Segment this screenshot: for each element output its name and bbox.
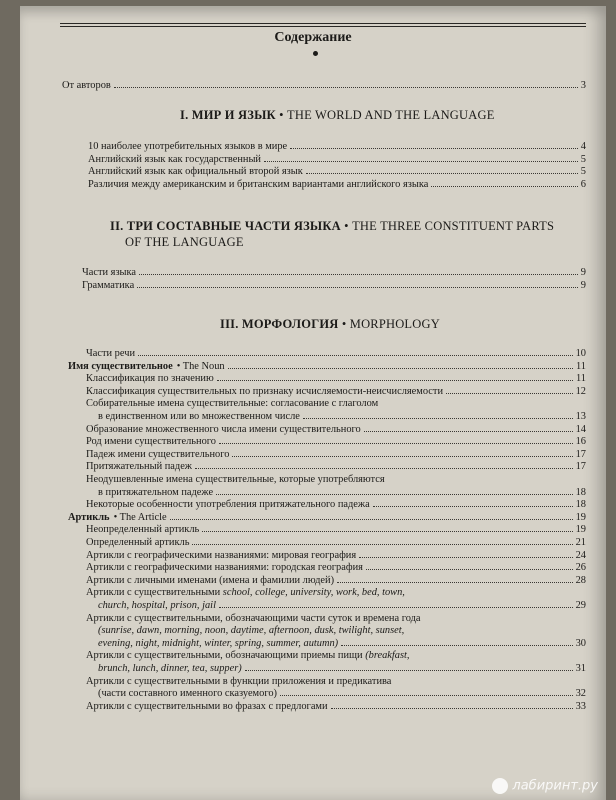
- toc-entry-english: • The Article: [113, 511, 167, 523]
- toc-page-number: 18: [575, 499, 586, 511]
- toc-page-number: 11: [575, 360, 586, 372]
- leader-dots: [192, 544, 572, 545]
- toc-entry: [86, 701, 586, 713]
- toc-entry-text: 10 наиболее употребительных языков в мире: [88, 141, 288, 152]
- leader-dots: [232, 456, 572, 457]
- toc-entry-text: Падеж имени существительного: [86, 448, 230, 460]
- leader-dots: [216, 494, 573, 495]
- toc-entry-last-line: [98, 688, 586, 700]
- toc-entry-text: Неодушевленные имена существительные, которые употребляются: [86, 474, 385, 485]
- toc-page-number: 11: [575, 373, 586, 385]
- toc-entry-text: От авторов: [62, 80, 111, 91]
- toc-entry: [86, 424, 586, 436]
- leader-dots: [359, 557, 572, 558]
- toc-entry-text: Английский язык как официальный второй язык: [88, 166, 303, 177]
- leader-dots: [195, 468, 573, 469]
- toc-entry: [86, 537, 586, 549]
- leader-dots: [228, 368, 573, 369]
- toc-entry: [86, 575, 586, 587]
- toc-page-number: 5: [580, 166, 586, 177]
- toc-entry: [86, 449, 586, 461]
- toc-entry: [88, 141, 586, 153]
- leader-dots: [366, 569, 573, 570]
- section-heading-1: [180, 108, 495, 123]
- book-page: [20, 6, 606, 800]
- leader-dots: [303, 418, 573, 419]
- section-heading-3: [220, 317, 440, 332]
- toc-entry: [86, 550, 586, 562]
- toc-entry-text: Неопределенный артикль: [86, 524, 200, 536]
- toc-entry-text: Имя существительное: [68, 360, 173, 372]
- leader-dots: [431, 186, 577, 187]
- toc-entry-text: Образование множественного числа имени существительного: [86, 423, 361, 435]
- toc-entry-text: Английский язык как государственный: [88, 153, 261, 165]
- leader-dots: [280, 695, 573, 696]
- leader-dots: [245, 670, 573, 671]
- toc-page-number: 6: [580, 178, 586, 190]
- toc-entry-italic: (breakfast,: [365, 650, 410, 662]
- toc-page-number: 10: [575, 348, 586, 359]
- toc-page-number: 21: [575, 537, 586, 548]
- toc-entry: [86, 650, 410, 662]
- toc-entry: [68, 512, 586, 524]
- toc-entry: [86, 348, 586, 360]
- toc-page-number: 13: [575, 411, 586, 422]
- toc-entry: [86, 524, 586, 536]
- toc-entry: [86, 562, 586, 574]
- toc-page-number: 19: [575, 524, 586, 536]
- toc-entry: [88, 154, 586, 166]
- toc-page-number: 14: [575, 423, 586, 435]
- toc-page-number: 26: [575, 562, 586, 574]
- toc-entry: [88, 179, 586, 191]
- toc-entry-text: Род имени существительного: [86, 436, 216, 448]
- section-title-ru: I. МИР И ЯЗЫК: [180, 108, 276, 122]
- toc-page-number: 9: [580, 267, 586, 278]
- toc-entry-text: Собирательные имена существительные: согласование с глаголом: [86, 398, 379, 410]
- toc-page-number: 33: [575, 700, 586, 712]
- toc-entry-text: Части речи: [86, 348, 136, 359]
- section-heading-2: [110, 219, 554, 234]
- section-heading-2-cont: [125, 235, 244, 250]
- leader-dots: [341, 645, 572, 646]
- section-title-en: THE THREE CONSTITUENT PARTS: [352, 219, 555, 233]
- leader-dots: [139, 274, 578, 275]
- toc-page-number: 31: [575, 663, 586, 674]
- toc-entry: [82, 267, 586, 279]
- toc-page-number: 17: [575, 461, 586, 473]
- leader-dots: [114, 87, 578, 88]
- toc-entry-text: Артикли с географическими названиями: городская география: [86, 562, 363, 574]
- leader-dots: [337, 582, 573, 583]
- leader-dots: [170, 519, 573, 520]
- toc-entry-text: Грамматика: [82, 280, 135, 291]
- toc-entry-text: Притяжательный падеж: [86, 461, 192, 473]
- leader-dots: [373, 506, 573, 507]
- toc-entry: [86, 474, 385, 486]
- toc-content: [20, 6, 606, 800]
- toc-entry: [68, 361, 586, 373]
- toc-entry-last-line: [98, 411, 586, 423]
- section-separator: •: [340, 219, 353, 233]
- top-rule-2: [60, 26, 586, 27]
- toc-entry-continuation: brunch, lunch, dinner, tea, supper): [98, 663, 242, 674]
- toc-entry-english: • The Noun: [176, 360, 225, 372]
- leader-dots: [138, 355, 573, 356]
- toc-page-number: 3: [580, 80, 586, 91]
- toc-entry-text: Артикли с существительными, обозначающими части суток и времена года: [86, 612, 421, 624]
- leader-dots: [219, 443, 573, 444]
- toc-entry: [86, 386, 586, 398]
- section-title-en: MORPHOLOGY: [349, 317, 440, 331]
- toc-entry-text: Некоторые особенности употребления притяжательного падежа: [86, 499, 370, 511]
- leader-dots: [306, 173, 578, 174]
- toc-entry: [86, 461, 586, 473]
- labirint-logo-icon: [492, 778, 508, 794]
- toc-page-number: 16: [575, 436, 586, 448]
- toc-entry: [88, 166, 586, 178]
- section-separator: •: [338, 317, 350, 331]
- toc-entry-text: Классификация существительных по признаку исчисляемости-неисчисляемости: [86, 385, 444, 397]
- toc-page-number: 30: [575, 637, 586, 649]
- toc-entry-last-line: [98, 487, 586, 499]
- toc-entry-continuation: (части составного именного сказуемого): [98, 688, 277, 700]
- leader-dots: [202, 531, 572, 532]
- leader-dots: [264, 161, 578, 162]
- toc-page-number: 19: [575, 511, 586, 523]
- toc-entry: [86, 613, 421, 625]
- toc-entry-last-line: [98, 663, 586, 675]
- toc-entry-text: Артикли с существительными в функции приложения и предикатива: [86, 675, 392, 687]
- top-rule: [60, 23, 586, 24]
- toc-entry: [82, 280, 586, 292]
- toc-entry-text: Классификация по значению: [86, 373, 214, 385]
- toc-entry-authors: [62, 80, 586, 92]
- section-title-en: THE WORLD AND THE LANGUAGE: [287, 108, 495, 122]
- watermark-text: лабиринт.ру: [512, 778, 598, 794]
- section-title-ru: II. ТРИ СОСТАВНЫЕ ЧАСТИ ЯЗЫКА: [110, 219, 341, 233]
- toc-page-number: 17: [575, 448, 586, 460]
- toc-page-number: 32: [575, 688, 586, 700]
- toc-page-number: 28: [575, 574, 586, 586]
- toc-entry: [86, 436, 586, 448]
- toc-page-number: 18: [575, 486, 586, 498]
- leader-dots: [217, 380, 573, 381]
- toc-entry-italic: school, college, university, work, bed, town,: [222, 587, 405, 599]
- toc-page-number: 5: [580, 153, 586, 165]
- toc-entry: [86, 676, 391, 688]
- toc-entry-text: Артикли с личными именами (имена и фамилии людей): [86, 574, 335, 586]
- toc-entry-text: Определенный артикль: [86, 537, 190, 548]
- leader-dots: [364, 431, 573, 432]
- toc-page-number: 4: [580, 141, 586, 152]
- toc-entry-continuation: в притяжательном падеже: [98, 486, 214, 498]
- toc-page-number: 29: [575, 600, 586, 611]
- toc-entry-text: Части языка: [82, 267, 137, 278]
- title-bullet: [313, 51, 318, 56]
- toc-entry-continuation: (sunrise, dawn, morning, noon, daytime, afternoon, dusk, twilight, sunset,: [98, 625, 405, 637]
- toc-entry-continuation: church, hospital, prison, jail: [98, 600, 216, 611]
- toc-entry-last-line: [98, 600, 586, 612]
- toc-entry-continuation: evening, night, midnight, winter, spring, summer, autumn): [98, 637, 339, 649]
- toc-page-number: 24: [575, 549, 586, 561]
- toc-entry-continuation: в единственном или во множественном числе: [98, 411, 300, 422]
- section-title-en-cont: OF THE LANGUAGE: [125, 235, 244, 249]
- leader-dots: [331, 708, 573, 709]
- toc-entry-text: Артикли с существительными: [86, 587, 221, 599]
- toc-entry-text: Различия между американским и британским вариантами английского языка: [88, 178, 429, 190]
- toc-entry-text: Артикль: [68, 511, 110, 523]
- leader-dots: [137, 287, 578, 288]
- toc-page-number: 9: [580, 280, 586, 291]
- section-separator: •: [275, 108, 288, 122]
- leader-dots: [219, 607, 573, 608]
- toc-entry: [86, 587, 405, 599]
- leader-dots: [290, 148, 578, 149]
- toc-entry-last-line: [98, 638, 586, 650]
- leader-dots: [446, 393, 573, 394]
- section-title-ru: III. МОРФОЛОГИЯ: [220, 317, 339, 331]
- toc-entry: [86, 499, 586, 511]
- page-title: Содержание: [274, 30, 352, 45]
- toc-entry-text: Артикли с существительными, обозначающими приемы пищи: [86, 650, 363, 662]
- toc-entry-text: Артикли с географическими названиями: мировая география: [86, 549, 357, 561]
- toc-entry-text: Артикли с существительными во фразах с предлогами: [86, 700, 328, 712]
- toc-entry: [86, 398, 378, 410]
- watermark: [492, 778, 598, 794]
- toc-page-number: 12: [575, 385, 586, 397]
- toc-entry: [86, 373, 586, 385]
